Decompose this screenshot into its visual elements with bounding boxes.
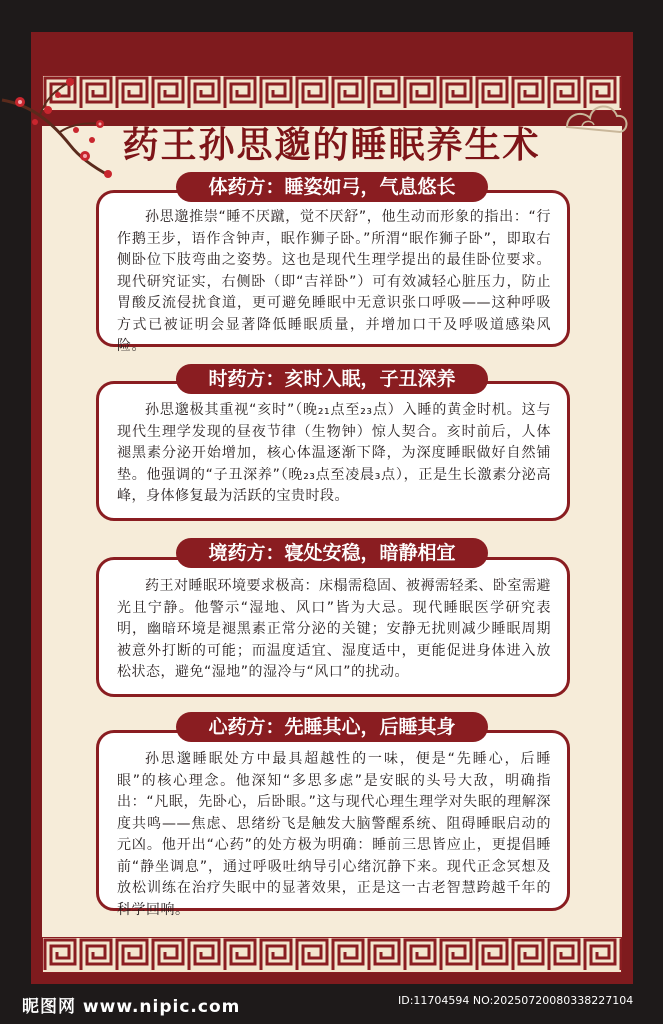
watermark-id: ID:11704594 NO:20250720080338227104	[398, 994, 634, 1007]
section-card-environment	[96, 557, 570, 697]
section-card-sleep-time	[96, 381, 570, 521]
page-title: 药王孙思邈的睡眠养生术	[122, 125, 541, 166]
section-text: 孙思邈极其重视“亥时”（晚₂₁点至₂₃点）入睡的黄金时机。这与现代生理学发现的昼夜节律（生物钟）惊人契合。亥时前后，人体褪黑素分泌开始增加，核心体温逐渐下降，为深度睡眠做好自然铺垫。他强调的“子丑深养”（晚₂₃点至凌晨₃点），正是生长激素分泌高峰，身体修复最为活跃的宝贵时段。	[117, 402, 551, 504]
section-card-body-posture	[96, 190, 570, 354]
section-heading-environment: 境药方：寝处安稳，暗静相宜	[176, 538, 488, 568]
watermark-site: 昵图网 www.nipic.com	[22, 997, 241, 1017]
section-text: 孙思邈睡眠处方中最具超越性的一味，便是“先睡心，后睡眼”的核心理念。他深知“多思多虑”是安眠的头号大敌，明确指出：“凡眠，先卧心，后卧眼。”这与现代心理生理学对失眠的理解深度共鸣——焦虑、思绪纷飞是触发大脑警醒系统、阻碍睡眠启动的元凶。他开出“心药”的处方极为明确：睡前三思皆应止，更提倡睡前“静坐调息”，通过呼吸吐纳导引心绪沉静下来。现代正念冥想及放松训练在治疗失眠中的显著效果，正是这一古老智慧跨越千年的科学回响。	[117, 751, 551, 918]
greek-key-border-bottom-icon	[42, 937, 622, 973]
section-heading-body-posture: 体药方：睡姿如弓，气息悠长	[176, 172, 488, 202]
section-text: 孙思邈推崇“睡不厌蹴，觉不厌舒”，他生动而形象的指出：“行作鹅王步，语作含钟声，眠作狮子卧。”所渭“眠作狮子卧”，即取右侧卧位下肢弯曲之姿势。这也是现代生理学提出的最佳卧位要求。现代研究证实，右侧卧（即“吉祥卧”）可有效减轻心脏压力，防止胃酸反流侵扰食道，更可避免睡眠中无意识张口呼吸——这种呼吸方式已被证明会显著降低睡眠质量，并增加口干及呼吸道感染风险。	[117, 209, 551, 354]
section-text: 药王对睡眠环境要求极高：床榻需稳固、被褥需轻柔、卧室需避光且宁静。他警示“湿地、风口”皆为大忌。现代睡眠医学研究表明，幽暗环境是褪黑素正常分泌的关键；安静无扰则减少睡眠周期被意外打断的可能；而温度适宜、湿度适中，更能促进身体进入放松状态，避免“湿地”的湿冷与“风口”的扰动。	[117, 578, 551, 680]
section-heading-mind: 心药方：先睡其心，后睡其身	[176, 712, 488, 742]
section-card-mind	[96, 730, 570, 918]
section-heading-sleep-time: 时药方：亥时入眠，子丑深养	[176, 364, 488, 394]
